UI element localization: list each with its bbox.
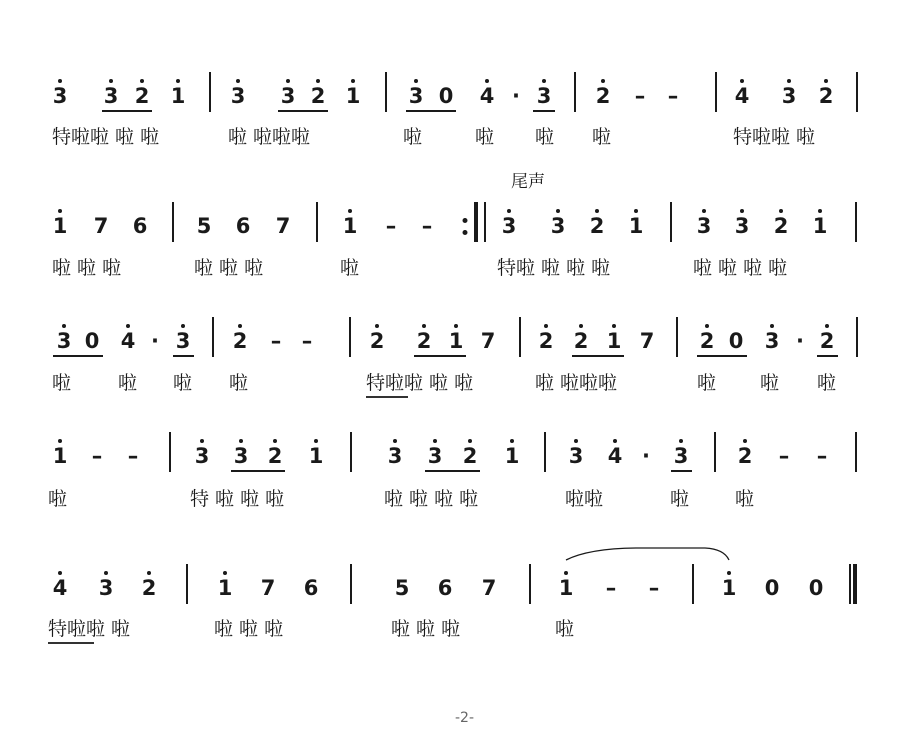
- note-digit: 3: [52, 84, 68, 108]
- note-digit: 3: [734, 214, 750, 238]
- note-digit: 3: [550, 214, 566, 238]
- note-digit: 2: [538, 329, 554, 353]
- aug-dot: ·: [151, 329, 159, 353]
- lyric-text: 啦 啦 啦: [194, 257, 264, 279]
- note-digit: 3: [280, 84, 296, 108]
- lyric-text: 啦 啦 啦 啦: [693, 257, 788, 279]
- lyric-text: 啦 啦啦啦: [228, 126, 311, 148]
- tie-arc-path: [566, 548, 729, 560]
- note-digit: 4: [734, 84, 750, 108]
- note-digit: 2: [818, 84, 834, 108]
- note-digit: 2: [819, 329, 835, 353]
- lyric-text: 啦: [48, 488, 68, 510]
- sustain-dash: –: [667, 84, 679, 108]
- sustain-dash: –: [91, 444, 103, 468]
- note-digit: 0: [438, 84, 454, 108]
- lyric-text: 啦 啦 啦: [214, 618, 284, 640]
- lyric-text: 啦: [340, 257, 360, 279]
- note-digit: 3: [781, 84, 797, 108]
- note-digit: 1: [308, 444, 324, 468]
- sustain-dash: –: [127, 444, 139, 468]
- lyric-text: 啦: [592, 126, 612, 148]
- lyric-text: 啦: [735, 488, 755, 510]
- note-digit: 6: [132, 214, 148, 238]
- sustain-dash: –: [634, 84, 646, 108]
- lyric-text: 特啦啦 啦: [48, 618, 131, 640]
- sustain-dash: –: [301, 329, 313, 353]
- note-digit: 7: [260, 576, 276, 600]
- lyric-text: 啦: [52, 372, 72, 394]
- lyric-text: 啦: [118, 372, 138, 394]
- note-digit: 2: [232, 329, 248, 353]
- note-digit: 4: [120, 329, 136, 353]
- lyric-text: 啦: [670, 488, 690, 510]
- note-digit: 2: [573, 329, 589, 353]
- note-digit: 7: [275, 214, 291, 238]
- note-digit: 7: [481, 576, 497, 600]
- lyric-text: 啦: [555, 618, 575, 640]
- lyric-text: 特啦啦 啦 啦: [52, 126, 160, 148]
- note-digit: 7: [93, 214, 109, 238]
- lyric-text: 啦: [760, 372, 780, 394]
- note-digit: 3: [501, 214, 517, 238]
- note-digit: 3: [103, 84, 119, 108]
- note-digit: 1: [558, 576, 574, 600]
- sustain-dash: –: [648, 576, 660, 600]
- note-digit: 2: [310, 84, 326, 108]
- lyric-text: 啦: [817, 372, 837, 394]
- lyric-text: 啦: [229, 372, 249, 394]
- sustain-dash: –: [270, 329, 282, 353]
- note-digit: 2: [416, 329, 432, 353]
- note-digit: 2: [589, 214, 605, 238]
- note-digit: 3: [764, 329, 780, 353]
- lyric-text: 啦啦: [565, 488, 604, 510]
- note-digit: 1: [606, 329, 622, 353]
- sustain-dash: –: [385, 214, 397, 238]
- note-digit: 1: [342, 214, 358, 238]
- note-digit: 4: [52, 576, 68, 600]
- note-digit: 1: [812, 214, 828, 238]
- note-digit: 1: [721, 576, 737, 600]
- note-digit: 3: [427, 444, 443, 468]
- lyric-text: 特 啦 啦 啦: [190, 488, 285, 510]
- note-digit: 3: [408, 84, 424, 108]
- note-digit: 6: [235, 214, 251, 238]
- coda-label: 尾声: [511, 172, 545, 192]
- lyric-text: 啦: [475, 126, 495, 148]
- note-digit: 3: [387, 444, 403, 468]
- lyric-text: 啦: [535, 126, 555, 148]
- lyric-text: 啦 啦 啦: [391, 618, 461, 640]
- note-digit: 1: [217, 576, 233, 600]
- note-digit: 2: [462, 444, 478, 468]
- lyric-text: 啦 啦啦啦: [535, 372, 618, 394]
- note-digit: 7: [480, 329, 496, 353]
- note-digit: 1: [628, 214, 644, 238]
- note-digit: 3: [175, 329, 191, 353]
- note-digit: 1: [504, 444, 520, 468]
- aug-dot: ·: [642, 444, 650, 468]
- note-digit: 5: [196, 214, 212, 238]
- sustain-dash: –: [605, 576, 617, 600]
- note-digit: 2: [699, 329, 715, 353]
- note-digit: 4: [607, 444, 623, 468]
- lyric-text: 特啦啦 啦: [733, 126, 816, 148]
- note-digit: 0: [84, 329, 100, 353]
- sustain-dash: –: [816, 444, 828, 468]
- aug-dot: ·: [512, 84, 520, 108]
- note-digit: 3: [194, 444, 210, 468]
- lyric-text: 啦: [697, 372, 717, 394]
- note-digit: 5: [394, 576, 410, 600]
- note-digit: 3: [568, 444, 584, 468]
- page-number: -2-: [455, 710, 475, 726]
- note-digit: 1: [448, 329, 464, 353]
- lyric-text: 啦: [403, 126, 423, 148]
- lyric-text: 啦 啦 啦: [52, 257, 122, 279]
- note-digit: 2: [141, 576, 157, 600]
- note-digit: 2: [267, 444, 283, 468]
- aug-dot: ·: [796, 329, 804, 353]
- note-digit: 1: [345, 84, 361, 108]
- note-digit: 3: [56, 329, 72, 353]
- note-digit: 3: [230, 84, 246, 108]
- note-digit: 6: [437, 576, 453, 600]
- note-digit: 3: [673, 444, 689, 468]
- note-digit: 1: [170, 84, 186, 108]
- note-digit: 2: [134, 84, 150, 108]
- note-digit: 0: [808, 576, 824, 600]
- note-digit: 6: [303, 576, 319, 600]
- note-digit: 1: [52, 444, 68, 468]
- note-digit: 2: [737, 444, 753, 468]
- sustain-dash: –: [421, 214, 433, 238]
- note-digit: 0: [728, 329, 744, 353]
- note-digit: 3: [536, 84, 552, 108]
- note-digit: 0: [764, 576, 780, 600]
- lyric-text: 特啦 啦 啦 啦: [497, 257, 611, 279]
- lyric-text: 啦: [173, 372, 193, 394]
- note-digit: 2: [369, 329, 385, 353]
- sustain-dash: –: [778, 444, 790, 468]
- lyric-text: 啦 啦 啦 啦: [384, 488, 479, 510]
- note-digit: 2: [773, 214, 789, 238]
- lyric-text: 特啦啦 啦 啦: [366, 372, 474, 394]
- note-digit: 4: [479, 84, 495, 108]
- note-digit: 2: [595, 84, 611, 108]
- note-digit: 3: [233, 444, 249, 468]
- note-digit: 3: [696, 214, 712, 238]
- note-digit: 3: [98, 576, 114, 600]
- note-digit: 1: [52, 214, 68, 238]
- note-digit: 7: [639, 329, 655, 353]
